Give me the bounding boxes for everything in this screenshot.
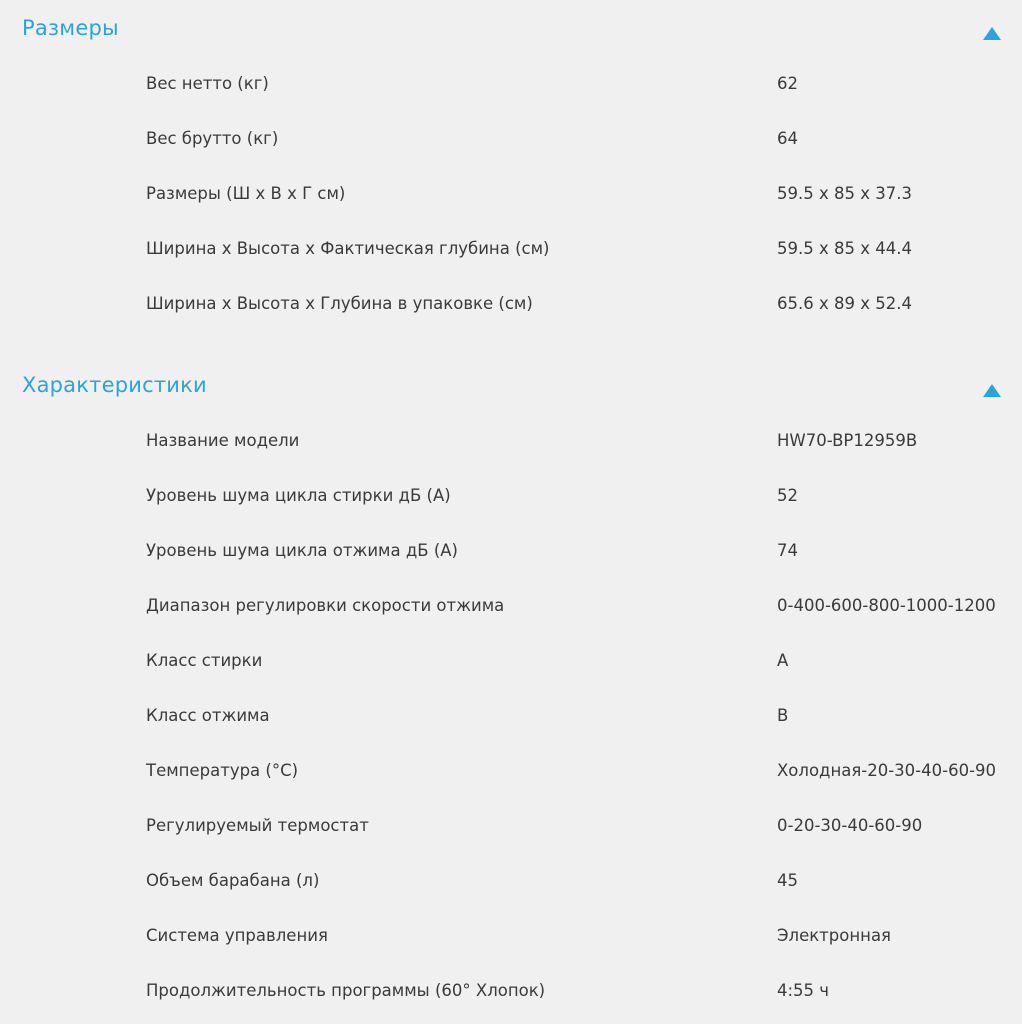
- spec-value: Электронная: [777, 926, 891, 945]
- spec-row: [0, 635, 1022, 690]
- section-characteristics-header[interactable]: [0, 359, 1022, 415]
- spec-value: 4:55 ч: [777, 981, 830, 1000]
- spec-row: [0, 58, 1022, 113]
- spec-value: 74: [777, 541, 798, 560]
- spec-label: Объем барабана (л): [146, 871, 320, 890]
- spec-row: [0, 800, 1022, 855]
- spec-label: Вес нетто (кг): [146, 74, 269, 93]
- spec-label: Название модели: [146, 431, 300, 450]
- chevron-up-icon[interactable]: [983, 27, 1001, 40]
- spec-row: [0, 223, 1022, 278]
- spec-label: Класс стирки: [146, 651, 263, 670]
- spec-row: [0, 690, 1022, 745]
- spec-value: 59.5 x 85 x 44.4: [777, 239, 912, 258]
- spec-row: [0, 745, 1022, 800]
- spec-value: 62: [777, 74, 798, 93]
- spec-label: Размеры (Ш х В х Г см): [146, 184, 346, 203]
- spec-value: 0-400-600-800-1000-1200: [777, 596, 996, 615]
- spec-value: A: [777, 651, 789, 670]
- spec-label: Продолжительность программы (60° Хлопок): [146, 981, 546, 1000]
- spec-label: Система управления: [146, 926, 328, 945]
- section-dimensions: [0, 0, 1022, 333]
- section-title: Размеры: [22, 16, 119, 40]
- spec-value: 0-20-30-40-60-90: [777, 816, 923, 835]
- spec-value: B: [777, 706, 789, 725]
- spec-label: Уровень шума цикла отжима дБ (А): [146, 541, 458, 560]
- spec-row: [0, 580, 1022, 635]
- spec-label: Диапазон регулировки скорости отжима: [146, 596, 505, 615]
- spec-label: Ширина х Высота х Глубина в упаковке (см): [146, 294, 533, 313]
- spec-value: 64: [777, 129, 798, 148]
- spec-row: [0, 168, 1022, 223]
- spec-value: 45: [777, 871, 798, 890]
- spec-value: Холодная-20-30-40-60-90: [777, 761, 997, 780]
- section-characteristics: [0, 359, 1022, 1020]
- spec-row: [0, 415, 1022, 470]
- spec-row: [0, 910, 1022, 965]
- spec-label: Вес брутто (кг): [146, 129, 279, 148]
- spec-row: [0, 113, 1022, 168]
- spec-label: Регулируемый термостат: [146, 816, 369, 835]
- chevron-up-icon[interactable]: [983, 384, 1001, 397]
- spec-row: [0, 525, 1022, 580]
- spec-value: HW70-BP12959B: [777, 431, 918, 450]
- spec-label: Ширина х Высота х Фактическая глубина (см): [146, 239, 550, 258]
- section-title: Характеристики: [22, 373, 207, 397]
- spec-label: Температура (°С): [146, 761, 299, 780]
- spec-row: [0, 855, 1022, 910]
- spec-label: Уровень шума цикла стирки дБ (А): [146, 486, 451, 505]
- spec-row: [0, 278, 1022, 333]
- section-dimensions-header[interactable]: [0, 2, 1022, 58]
- spec-row: [0, 965, 1022, 1020]
- spec-value: 59.5 x 85 x 37.3: [777, 184, 912, 203]
- spec-value: 52: [777, 486, 798, 505]
- spec-value: 65.6 x 89 x 52.4: [777, 294, 912, 313]
- spec-row: [0, 470, 1022, 525]
- spec-label: Класс отжима: [146, 706, 270, 725]
